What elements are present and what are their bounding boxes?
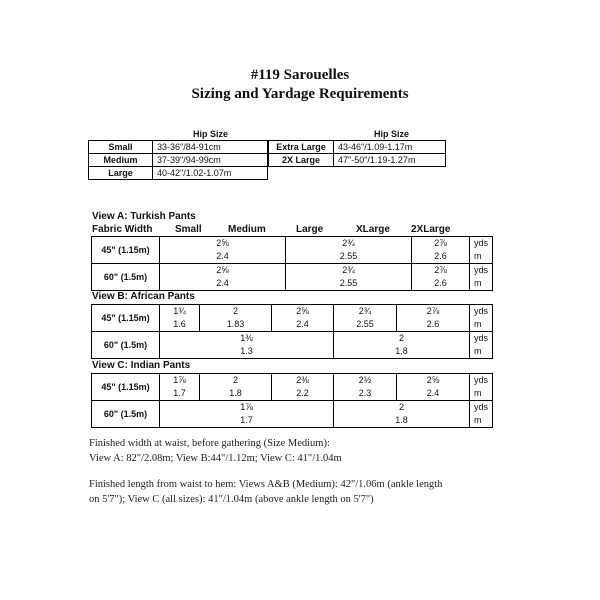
yds-cell: 2 <box>334 332 470 346</box>
note-line: Finished length from waist to hem: Views A&B (Medium): 42"/1.06m (ankle length <box>89 479 443 490</box>
unit-cell: yds <box>470 332 493 346</box>
size-value: 40-42"/1.02-1.07m <box>153 167 268 180</box>
yds-cell: 2⅝ <box>397 374 470 388</box>
yds-cell: 2⅝ <box>272 305 334 319</box>
unit-cell: m <box>470 414 493 428</box>
m-cell: 1.8 <box>200 387 272 401</box>
fabric-width-cell: 60" (1.5m) <box>92 264 160 291</box>
size-label: Extra Large <box>269 141 334 154</box>
size-label: Small <box>89 141 153 154</box>
m-cell: 2.55 <box>334 318 397 332</box>
hip-size-table-left <box>88 140 268 180</box>
large-header: Large <box>296 224 324 235</box>
yds-cell: 2 <box>200 374 272 388</box>
m-cell: 1.8 <box>334 345 470 359</box>
m-cell: 1.7 <box>160 387 200 401</box>
m-cell: 1.8 <box>334 414 470 428</box>
medium-header: Medium <box>228 224 266 235</box>
table-row <box>269 154 446 167</box>
table-row <box>269 141 446 154</box>
title-line-1: #119 Sarouelles <box>250 67 350 83</box>
m-cell: 2.6 <box>412 277 470 291</box>
m-cell: 2.3 <box>334 387 397 401</box>
m-cell: 2.4 <box>272 318 334 332</box>
note-line: Finished width at waist, before gathering (Size Medium): <box>89 438 330 449</box>
view-c-table <box>91 373 493 428</box>
table-row <box>89 141 268 154</box>
yds-cell: 2⅝ <box>160 264 286 278</box>
unit-cell: yds <box>470 305 493 319</box>
size-value: 33-36"/84-91cm <box>153 141 268 154</box>
unit-cell: yds <box>470 401 493 415</box>
note-line: View A: 82"/2.08m; View B:44"/1.12m; View C: 41"/1.04m <box>89 453 342 464</box>
yds-cell: 2¾ <box>334 305 397 319</box>
view-a-table <box>91 236 493 291</box>
unit-cell: m <box>470 250 493 264</box>
fabric-width-cell: 60" (1.5m) <box>92 401 160 428</box>
table-row <box>89 154 268 167</box>
unit-cell: m <box>470 387 493 401</box>
yds-cell: 1⅜ <box>160 332 334 346</box>
unit-cell: m <box>470 277 493 291</box>
m-cell: 1.6 <box>160 318 200 332</box>
view-a-title: View A: Turkish Pants <box>92 211 196 222</box>
hip-size-table-right <box>268 140 446 167</box>
unit-cell: yds <box>470 237 493 251</box>
yds-cell: 2⅜ <box>272 374 334 388</box>
yds-cell: 2⅞ <box>412 237 470 251</box>
m-cell: 2.6 <box>397 318 470 332</box>
table-row <box>92 305 493 319</box>
yds-cell: 1¾ <box>160 305 200 319</box>
fabric-width-cell: 60" (1.5m) <box>92 332 160 359</box>
unit-cell: m <box>470 318 493 332</box>
m-cell: 2.6 <box>412 250 470 264</box>
fabric-width-cell: 45" (1.15m) <box>92 374 160 401</box>
m-cell: 1.3 <box>160 345 334 359</box>
m-cell: 2.55 <box>286 277 412 291</box>
finished-length-note <box>89 477 529 507</box>
note-line: on 5'7"); View C (all sizes): 41"/1.04m (above ankle length on 5'7") <box>89 494 374 505</box>
m-cell: 1.83 <box>200 318 272 332</box>
yds-cell: 2¾ <box>286 237 412 251</box>
m-cell: 2.2 <box>272 387 334 401</box>
xxlarge-header: 2XLarge <box>411 224 451 235</box>
yds-cell: 2⅞ <box>397 305 470 319</box>
hip-size-header-left: Hip Size <box>193 129 229 139</box>
table-row <box>92 237 493 251</box>
page-title <box>0 66 600 104</box>
hip-size-header-right: Hip Size <box>374 129 410 139</box>
view-b-title: View B: African Pants <box>92 291 195 302</box>
m-cell: 2.4 <box>160 277 286 291</box>
m-cell: 1.7 <box>160 414 334 428</box>
yds-cell: 2 <box>200 305 272 319</box>
fabric-width-cell: 45" (1.15m) <box>92 237 160 264</box>
table-row <box>92 264 493 278</box>
table-row <box>92 374 493 388</box>
m-cell: 2.55 <box>286 250 412 264</box>
m-cell: 2.4 <box>397 387 470 401</box>
yds-cell: 1⅞ <box>160 401 334 415</box>
small-header: Small <box>175 224 202 235</box>
yds-cell: 2½ <box>334 374 397 388</box>
size-label: Medium <box>89 154 153 167</box>
view-b-table <box>91 304 493 359</box>
table-row <box>89 167 268 180</box>
table-row <box>92 332 493 346</box>
title-line-2: Sizing and Yardage Requirements <box>191 86 409 102</box>
size-value: 47"-50"/1.19-1.27m <box>334 154 446 167</box>
size-value: 43-46"/1.09-1.17m <box>334 141 446 154</box>
xlarge-header: XLarge <box>356 224 390 235</box>
unit-cell: m <box>470 345 493 359</box>
yds-cell: 2⅞ <box>412 264 470 278</box>
size-label: Large <box>89 167 153 180</box>
finished-width-note <box>89 436 529 466</box>
view-c-title: View C: Indian Pants <box>92 360 191 371</box>
fabric-width-cell: 45" (1.15m) <box>92 305 160 332</box>
yds-cell: 2 <box>334 401 470 415</box>
size-value: 37-39"/94-99cm <box>153 154 268 167</box>
unit-cell: yds <box>470 374 493 388</box>
yds-cell: 1⅞ <box>160 374 200 388</box>
fabric-width-header: Fabric Width <box>92 224 153 235</box>
table-row <box>92 401 493 415</box>
yds-cell: 2⅝ <box>160 237 286 251</box>
m-cell: 2.4 <box>160 250 286 264</box>
size-label: 2X Large <box>269 154 334 167</box>
yds-cell: 2¾ <box>286 264 412 278</box>
unit-cell: yds <box>470 264 493 278</box>
